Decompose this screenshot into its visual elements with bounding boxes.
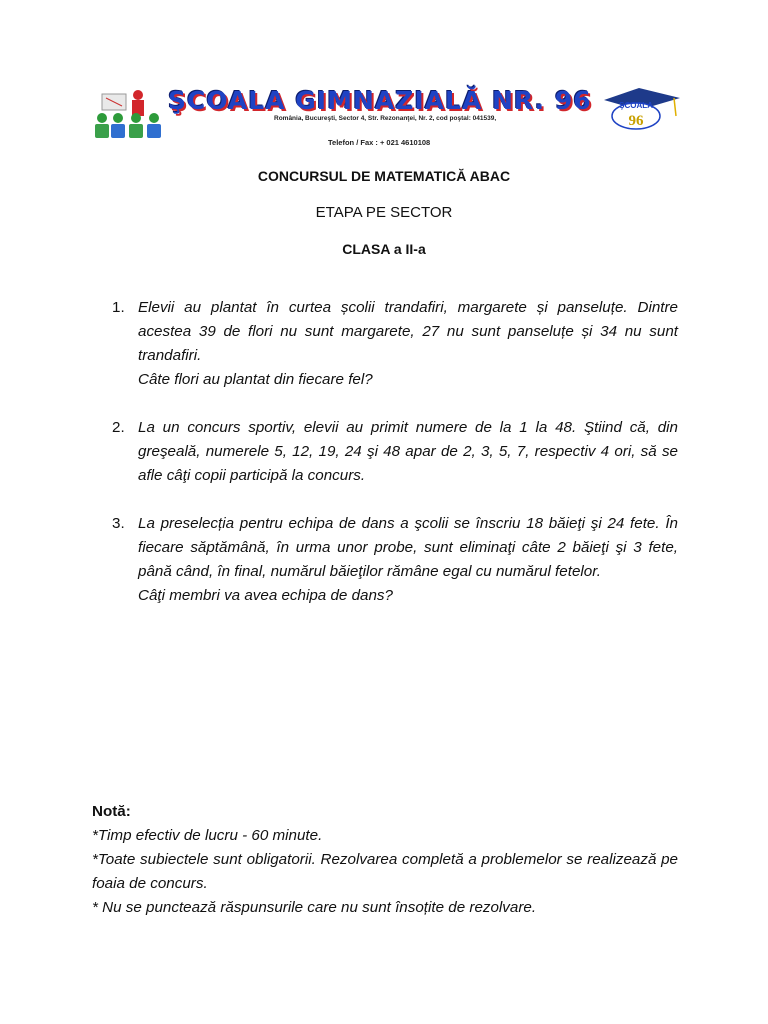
note-line: * Nu se punctează răspunsurile care nu sunt însoțite de rezolvare. [92,899,537,916]
badge-text: ŞCOALA [619,101,653,110]
problem-text: La un concurs sportiv, elevii au primit numere de la 1 la 48. Ştiind că, din greşeală, numerele 5, 12, 19, 24 şi 48 apar de 2, 3, 5, 7, respectiv 4 ori, să se afle câţi copii participă la concurs. [138,419,678,484]
problem-item [112,296,678,392]
school-phone: Telefon / Fax : + 021 4610108 [328,138,431,147]
note-section [92,800,678,920]
problem-list [112,296,678,632]
problem-text: Elevii au plantat în curtea școlii trandafiri, margarete și panseluțe. Dintre acestea 39 de flori nu sunt margarete, 27 nu sunt panseluțe și 34 nu sunt trandafiri. [138,299,678,364]
contest-title: CONCURSUL DE MATEMATICĂ ABAC [257,168,511,184]
note-line: *Toate subiectele sunt obligatorii. Rezolvarea completă a problemelor se realizează pe foaia de concurs. [92,851,678,892]
stage-title: ETAPA PE SECTOR [315,204,453,221]
problem-question: Câte flori au plantat din fiecare fel? [138,371,373,388]
school-address: România, Bucureşti, Sector 4, Str. Rezonanţei, Nr. 2, cod poştal: 041539, [274,115,497,122]
problem-item [112,416,678,488]
problem-number: 2. [112,419,125,436]
problem-number: 3. [112,515,125,532]
problem-text: La preselecția pentru echipa de dans a şcolii se înscriu 18 băieţi şi 24 fete. În fiecare săptămână, în urma unor probe, sunt eliminaţi câte 2 băieţi şi 3 fete, până când, în final, numărul băieţilor rămâne egal cu numărul fetelor. [138,515,678,580]
problem-item [112,512,678,608]
problem-number: 1. [112,299,125,316]
school-badge-icon [594,86,684,130]
school-logo-icon [92,86,166,140]
note-line: *Timp efectiv de lucru - 60 minute. [92,827,323,844]
problem-question: Câţi membri va avea echipa de dans? [138,587,393,604]
badge-number: 96 [628,113,644,129]
grade-title: CLASA a II-a [342,241,426,257]
note-heading: Notă: [92,803,131,820]
document-header [88,80,688,152]
school-name: ŞCOALA GIMNAZIALĂ NR. 96 [168,86,592,115]
